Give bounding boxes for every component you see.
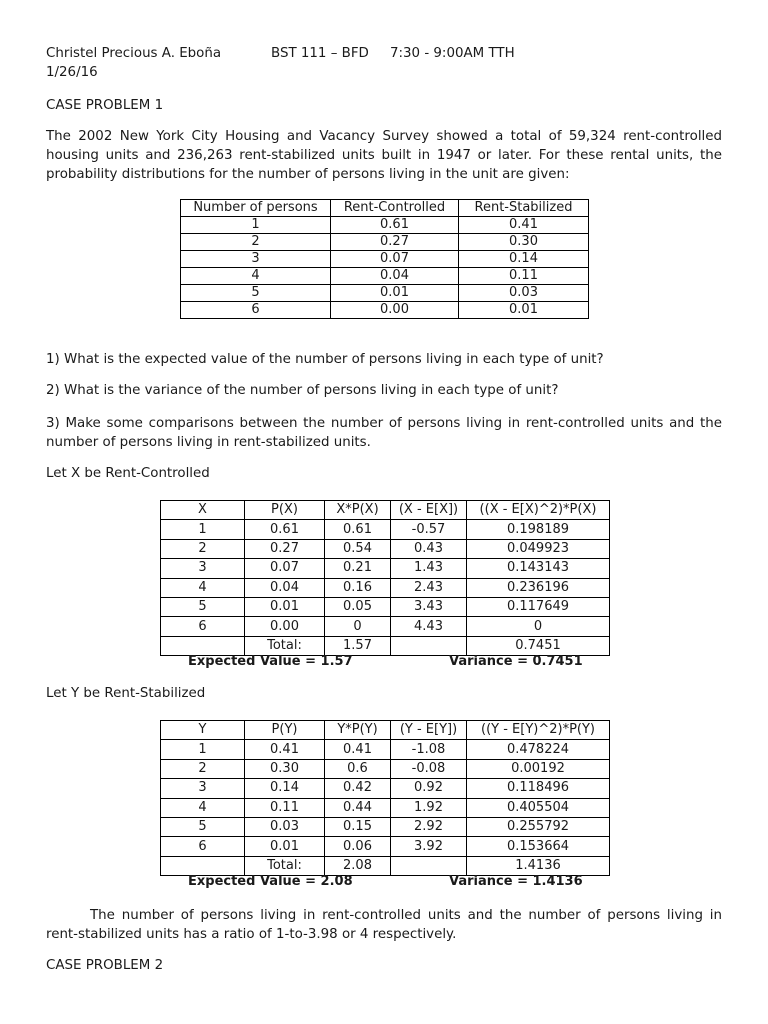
intro-paragraph — [46, 127, 722, 184]
table-cell: 4 — [161, 798, 245, 817]
table-cell: Total: — [245, 856, 325, 875]
table-cell: 0.11 — [459, 268, 589, 285]
question-1: 1) What is the expected value of the number of persons living in each type of unit? — [46, 352, 604, 367]
table-cell: 0.42 — [325, 779, 391, 798]
table-row — [181, 234, 589, 251]
table-cell: 4.43 — [391, 617, 467, 636]
x-variance: Variance = 0.7451 — [449, 654, 583, 669]
table-row — [181, 217, 589, 234]
table-cell — [391, 856, 467, 875]
table-cell: 3 — [181, 251, 331, 268]
table-cell: 2 — [161, 539, 245, 558]
table-row — [181, 302, 589, 319]
table-cell: 5 — [181, 285, 331, 302]
table-cell: 0.118496 — [467, 779, 610, 798]
table-cell: -0.57 — [391, 520, 467, 539]
x-definition: Let X be Rent-Controlled — [46, 466, 210, 481]
header-cell: Number of persons — [181, 200, 331, 217]
table-cell: 1.43 — [391, 559, 467, 578]
table-header-row — [161, 721, 610, 740]
table-cell: 1 — [161, 740, 245, 759]
table-cell: 0.6 — [325, 759, 391, 778]
table-cell: 0.07 — [245, 559, 325, 578]
table-cell: 5 — [161, 817, 245, 836]
table-row — [161, 520, 610, 539]
table-row — [181, 268, 589, 285]
conclusion-line: The number of persons living in rent-controlled units and the number of persons living in — [90, 908, 722, 923]
table-cell: 1.57 — [325, 636, 391, 655]
table-cell: 0.03 — [459, 285, 589, 302]
table-row — [161, 817, 610, 836]
table-cell: 0.03 — [245, 817, 325, 836]
table-row — [161, 837, 610, 856]
table-cell: 5 — [161, 597, 245, 616]
table-cell: 0.14 — [459, 251, 589, 268]
table-cell: 0.01 — [459, 302, 589, 319]
table-cell: 0.04 — [331, 268, 459, 285]
intro-line: probability distributions for the number of persons living in the unit are given: — [46, 167, 570, 182]
table-cell: 0.11 — [245, 798, 325, 817]
header-cell: Rent-Stabilized — [459, 200, 589, 217]
table-cell: 0.01 — [331, 285, 459, 302]
y-variance: Variance = 1.4136 — [449, 874, 583, 889]
header-cell: (Y - E[Y]) — [391, 721, 467, 740]
table-cell: 3.43 — [391, 597, 467, 616]
table-cell: 0.117649 — [467, 597, 610, 616]
author-name: Christel Precious A. Eboña — [46, 46, 222, 61]
table-cell: 0 — [467, 617, 610, 636]
table-cell: 0.41 — [459, 217, 589, 234]
table-cell: 0.143143 — [467, 559, 610, 578]
table-cell: 0.61 — [331, 217, 459, 234]
table-cell: 0.27 — [245, 539, 325, 558]
table-cell: 0.41 — [245, 740, 325, 759]
conclusion-line: rent-stabilized units has a ratio of 1-to-3.98 or 4 respectively. — [46, 927, 457, 942]
intro-line: The 2002 New York City Housing and Vacancy Survey showed a total of 59,324 rent-controlled — [46, 129, 722, 144]
question-2: 2) What is the variance of the number of persons living in each type of unit? — [46, 383, 559, 398]
table-cell: 0.405504 — [467, 798, 610, 817]
table-cell: 0.236196 — [467, 578, 610, 597]
header-cell: Rent-Controlled — [331, 200, 459, 217]
table-row — [161, 779, 610, 798]
header-cell: P(X) — [245, 501, 325, 520]
table-cell: 6 — [161, 837, 245, 856]
table-cell: 6 — [181, 302, 331, 319]
question-3 — [46, 414, 722, 452]
table-cell: 0.61 — [245, 520, 325, 539]
table-cell: 0.30 — [459, 234, 589, 251]
table-cell: 2.08 — [325, 856, 391, 875]
header-cell: ((Y - E[Y)^2)*P(Y) — [467, 721, 610, 740]
table-cell: 4 — [161, 578, 245, 597]
table-cell: 0.14 — [245, 779, 325, 798]
table-cell — [161, 856, 245, 875]
table-cell: Total: — [245, 636, 325, 655]
table-cell: 1.92 — [391, 798, 467, 817]
table-total-row — [161, 636, 610, 655]
table-cell: 2.92 — [391, 817, 467, 836]
table-cell: 0.16 — [325, 578, 391, 597]
table-cell: 0.41 — [325, 740, 391, 759]
document-date: 1/26/16 — [46, 65, 98, 80]
table-cell: 0.01 — [245, 597, 325, 616]
table-cell: 0.01 — [245, 837, 325, 856]
table-cell: 0.04 — [245, 578, 325, 597]
table-cell: 3 — [161, 559, 245, 578]
table-cell: 0.44 — [325, 798, 391, 817]
table-cell: 0.00 — [245, 617, 325, 636]
course-code: BST 111 – BFD — [271, 46, 369, 61]
header-cell: ((X - E[X)^2)*P(X) — [467, 501, 610, 520]
table-row — [161, 597, 610, 616]
table-cell: 6 — [161, 617, 245, 636]
table-cell: 0.05 — [325, 597, 391, 616]
class-schedule: 7:30 - 9:00AM TTH — [390, 46, 515, 61]
table-cell: 0.478224 — [467, 740, 610, 759]
table-cell: 0.43 — [391, 539, 467, 558]
table-cell: 2 — [161, 759, 245, 778]
header-cell: X — [161, 501, 245, 520]
header-cell: Y*P(Y) — [325, 721, 391, 740]
distribution-table — [180, 199, 589, 319]
table-cell: 2 — [181, 234, 331, 251]
intro-line: housing units and 236,263 rent-stabilized units built in 1947 or later. For these rental units, the — [46, 148, 722, 163]
table-cell: 1.4136 — [467, 856, 610, 875]
table-cell: 0.153664 — [467, 837, 610, 856]
header-cell: P(Y) — [245, 721, 325, 740]
y-definition: Let Y be Rent-Stabilized — [46, 686, 206, 701]
table-cell: 1 — [181, 217, 331, 234]
y-calculation-table — [160, 720, 610, 876]
x-expected-value: Expected Value = 1.57 — [188, 654, 353, 669]
table-cell: 0.198189 — [467, 520, 610, 539]
table-row — [161, 539, 610, 558]
table-cell: 1 — [161, 520, 245, 539]
header-cell: X*P(X) — [325, 501, 391, 520]
conclusion-paragraph — [46, 906, 722, 944]
case-problem-1-title: CASE PROBLEM 1 — [46, 98, 164, 113]
table-cell: 0.06 — [325, 837, 391, 856]
table-cell: 0.21 — [325, 559, 391, 578]
table-cell: 0.27 — [331, 234, 459, 251]
table-cell — [391, 636, 467, 655]
table-row — [161, 559, 610, 578]
table-cell: 0.92 — [391, 779, 467, 798]
x-calculation-table — [160, 500, 610, 656]
table-cell: 0.61 — [325, 520, 391, 539]
table-cell: 0.15 — [325, 817, 391, 836]
question-3-line: 3) Make some comparisons between the number of persons living in rent-controlled units and the — [46, 416, 722, 431]
table-cell: 0.00192 — [467, 759, 610, 778]
table-row — [161, 798, 610, 817]
table-cell: 0.00 — [331, 302, 459, 319]
table-header-row — [161, 501, 610, 520]
table-cell — [161, 636, 245, 655]
table-cell: 0.049923 — [467, 539, 610, 558]
table-cell: -0.08 — [391, 759, 467, 778]
table-cell: 0.255792 — [467, 817, 610, 836]
table-cell: 2.43 — [391, 578, 467, 597]
table-header-row — [181, 200, 589, 217]
table-row — [161, 740, 610, 759]
table-cell: 0.7451 — [467, 636, 610, 655]
question-3-line: number of persons living in rent-stabilized units. — [46, 435, 371, 450]
table-cell: 0.30 — [245, 759, 325, 778]
table-cell: 4 — [181, 268, 331, 285]
table-cell: 0.07 — [331, 251, 459, 268]
table-cell: 0.54 — [325, 539, 391, 558]
table-total-row — [161, 856, 610, 875]
table-row — [161, 759, 610, 778]
table-row — [181, 251, 589, 268]
table-row — [161, 578, 610, 597]
table-cell: 3.92 — [391, 837, 467, 856]
table-row — [161, 617, 610, 636]
table-cell: -1.08 — [391, 740, 467, 759]
header-cell: (X - E[X]) — [391, 501, 467, 520]
header-cell: Y — [161, 721, 245, 740]
table-cell: 3 — [161, 779, 245, 798]
table-cell: 0 — [325, 617, 391, 636]
case-problem-2-title: CASE PROBLEM 2 — [46, 958, 164, 973]
table-row — [181, 285, 589, 302]
y-expected-value: Expected Value = 2.08 — [188, 874, 353, 889]
